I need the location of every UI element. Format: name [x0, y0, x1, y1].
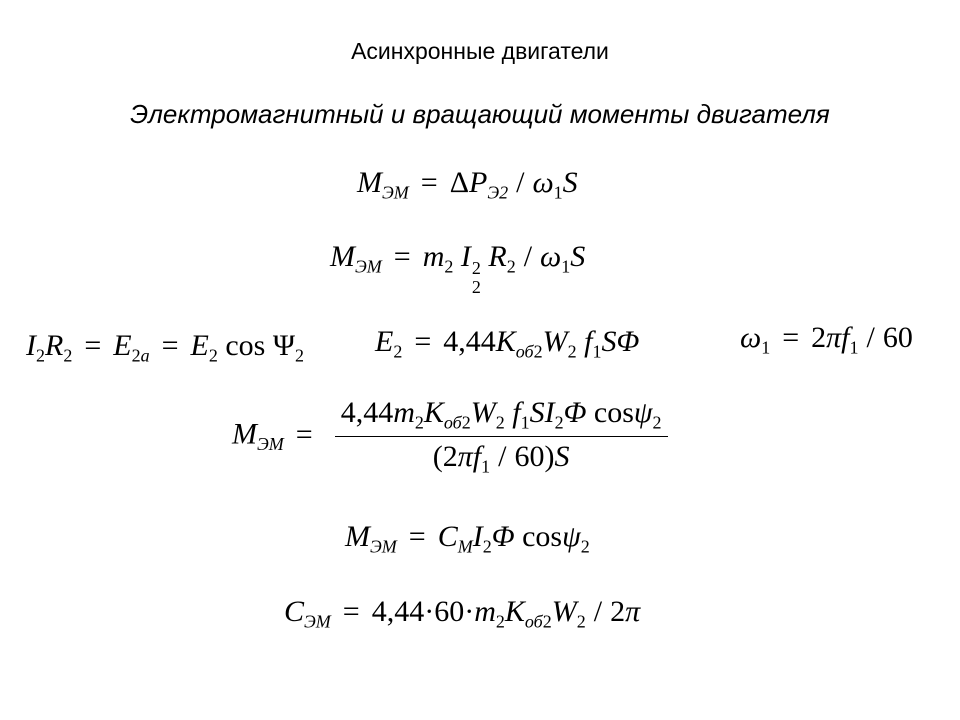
- slide-subtitle: Электромагнитный и вращающий моменты двигателя: [130, 99, 830, 129]
- formula-machine-constant: $C_{ЭМ} = 4,44\cdot 60\cdot m_2K_{об2}W_2 / 2\pi$: [284, 595, 641, 632]
- slide-title: Асинхронные двигатели: [351, 38, 609, 64]
- formula-angular-speed: $\omega_1 = 2\pi f_1 / 60$: [740, 321, 913, 358]
- fraction: [335, 398, 668, 476]
- formula-rotor-emf: $E_2 = 4,44K_{об2}W_2$ $f_1S\Phi$: [375, 325, 640, 362]
- formula-em-torque-from-losses: $M_{ЭМ} = \Delta P_{Э2} / \omega_1S$: [357, 166, 578, 203]
- formula-em-torque-constant-form: $M_{ЭМ} = C_МI_2\Phi$ cosψ$_2$: [345, 520, 590, 557]
- fraction-denominator: $(2\pi f_1 / 60)S$: [432, 440, 570, 477]
- formula-em-torque-from-current: $M_{ЭМ} = m_2$ I 2 2 $R_2 / \omega_1S$: [330, 240, 586, 297]
- formula-active-emf: $I_2R_2 = E_{2a} = E_2$ $\cos \Psi_2$: [26, 329, 304, 366]
- formula-em-torque-expanded: $M_{ЭМ}$ = $\frac{4,44m_2K_{об2}W_2 f_1SI_2\Phi \cos\psi_2}{(2\pi f_1 / 60)S}$: [232, 398, 668, 476]
- fraction-numerator: $4,44m_2K_{об2}W_2$ $f_1SI_2\Phi$ cosψ$_2$: [340, 396, 662, 433]
